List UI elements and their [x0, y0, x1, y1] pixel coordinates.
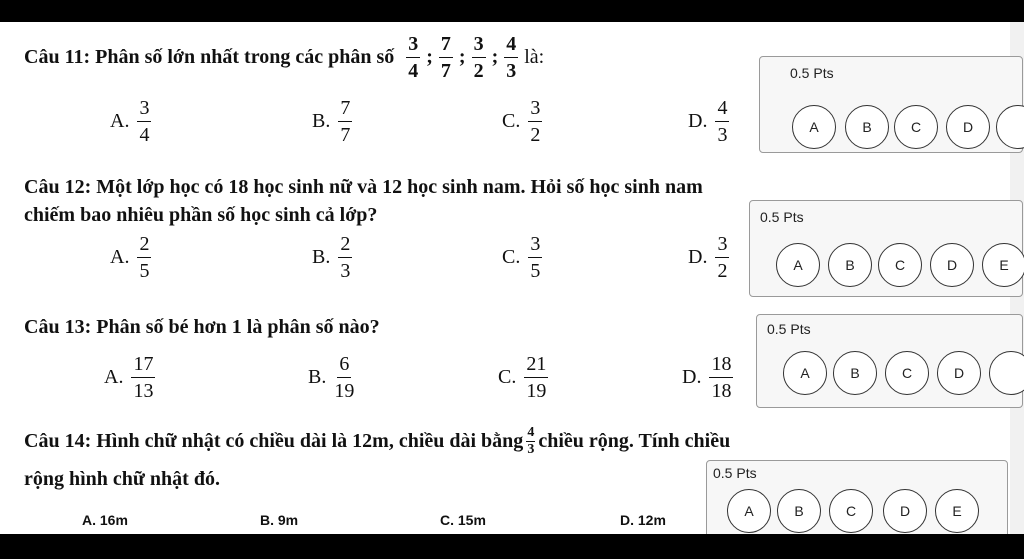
question-11-text: Câu 11: Phân số lớn nhất trong các phân số	[24, 46, 395, 68]
worksheet-page	[0, 22, 1024, 534]
q12-option-c: C. $\frac{3}{5}$	[502, 233, 541, 282]
q12-bubble-b[interactable]: B	[828, 243, 872, 287]
q13-option-c: C. $\frac{21}{19}$	[498, 353, 547, 402]
q11-bubble-a[interactable]: A	[792, 105, 836, 149]
q14-points: 0.5 Pts	[713, 465, 757, 481]
q11-option-c: C. $\frac{3}{2}$	[502, 97, 541, 146]
q12-bubble-d[interactable]: D	[930, 243, 974, 287]
q11-option-d: D. $\frac{4}{3}$	[688, 97, 728, 146]
q11-fraction-1: $\frac{3}{4}$	[408, 33, 419, 82]
q11-tail: là:	[524, 46, 545, 68]
q11-answer-panel	[759, 56, 1023, 153]
q13-bubble-b[interactable]: B	[833, 351, 877, 395]
q14-fraction: $\frac{4}{3}$	[527, 425, 535, 457]
q12-points: 0.5 Pts	[760, 209, 804, 225]
q13-bubble-d[interactable]: D	[937, 351, 981, 395]
q12-answer-panel	[749, 200, 1023, 297]
question-14-line1: Câu 14: Hình chữ nhật có chiều dài là 12m, chiều dài bằng $\frac{4}{3}$ chiều rộng. Tính chiều	[24, 425, 731, 457]
q11-bubble-b[interactable]: B	[845, 105, 889, 149]
q14-bubble-c[interactable]: C	[829, 489, 873, 533]
q11-fraction-2: $\frac{7}{7}$	[440, 33, 451, 82]
question-14-line2: rộng hình chữ nhật đó.	[24, 468, 220, 490]
q12-option-b: B. $\frac{2}{3}$	[312, 233, 351, 282]
q11-bubble-e[interactable]	[996, 105, 1024, 149]
q13-option-a: A. $\frac{17}{13}$	[104, 353, 154, 402]
q14-bubble-d[interactable]: D	[883, 489, 927, 533]
q13-answer-panel	[756, 314, 1023, 408]
q13-option-d: D. $\frac{18}{18}$	[682, 353, 732, 402]
q13-option-b: B. $\frac{6}{19}$	[308, 353, 355, 402]
q11-bubble-d[interactable]: D	[946, 105, 990, 149]
q11-bubble-c[interactable]: C	[894, 105, 938, 149]
question-11: Câu 11: Phân số lớn nhất trong các phân số $\frac{3}{4}$ ; $\frac{7}{7}$ ; $\frac{3}{2}$ ; $\frac{4}{3}$ là:	[24, 33, 545, 82]
q12-bubble-e[interactable]: E	[982, 243, 1024, 287]
q11-points: 0.5 Pts	[790, 65, 834, 81]
q14-bubble-e[interactable]: E	[935, 489, 979, 533]
q13-points: 0.5 Pts	[767, 321, 811, 337]
q11-option-a: A. $\frac{3}{4}$	[110, 97, 150, 146]
q11-option-b: B. $\frac{7}{7}$	[312, 97, 351, 146]
q13-bubble-c[interactable]: C	[885, 351, 929, 395]
q11-fraction-4: $\frac{4}{3}$	[506, 33, 517, 82]
q11-fraction-3: $\frac{3}{2}$	[473, 33, 484, 82]
q13-bubble-a[interactable]: A	[783, 351, 827, 395]
question-13-text: Câu 13: Phân số bé hơn 1 là phân số nào?	[24, 316, 380, 338]
q14-answer-panel	[706, 460, 1008, 534]
q14-bubble-a[interactable]: A	[727, 489, 771, 533]
q14-bubble-b[interactable]: B	[777, 489, 821, 533]
q12-option-d: D. $\frac{3}{2}$	[688, 233, 728, 282]
q12-bubble-c[interactable]: C	[878, 243, 922, 287]
question-12-line1: Câu 12: Một lớp học có 18 học sinh nữ và 12 học sinh nam. Hỏi số học sinh nam	[24, 176, 703, 198]
q14-option-d: D. 12m	[620, 512, 666, 528]
q14-option-b: B. 9m	[260, 512, 299, 528]
q12-option-a: A. $\frac{2}{5}$	[110, 233, 150, 282]
q13-bubble-e[interactable]	[989, 351, 1024, 395]
q14-option-c: C. 15m	[440, 512, 486, 528]
q14-option-a: A. 16m	[82, 512, 128, 528]
q12-bubble-a[interactable]: A	[776, 243, 820, 287]
question-12-line2: chiếm bao nhiêu phần số học sinh cả lớp?	[24, 204, 378, 226]
